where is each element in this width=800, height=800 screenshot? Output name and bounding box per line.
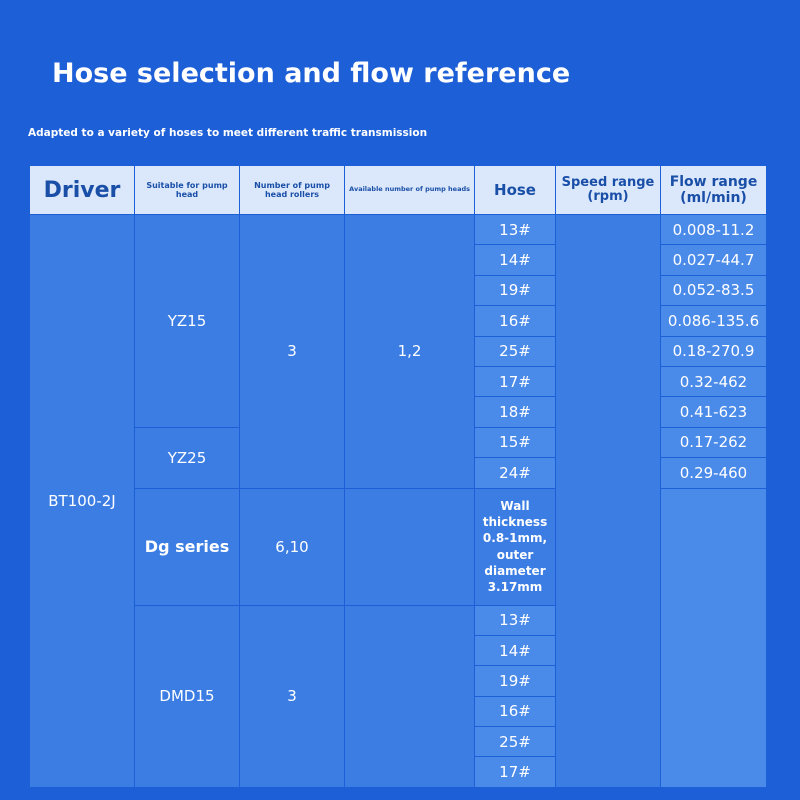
hose-cell: 18# [475, 397, 555, 426]
hose-cell: 19# [475, 276, 555, 305]
hose-cell: 17# [475, 757, 555, 786]
group-yz25: YZ25 [135, 428, 239, 488]
flow-cell: 0.29-460 [661, 458, 766, 487]
header-speed-range: Speed range (rpm) [556, 166, 660, 214]
hose-cell: 24# [475, 458, 555, 487]
group-dg-series: Dg series [135, 489, 239, 605]
driver-cell: BT100-2J [30, 215, 134, 787]
hose-cell: 16# [475, 306, 555, 335]
hose-cell: 13# [475, 215, 555, 244]
page-subtitle: Adapted to a variety of hoses to meet different traffic transmission [28, 127, 428, 139]
hose-cell: 14# [475, 245, 555, 274]
header-flow-range: Flow range (ml/min) [661, 166, 766, 214]
header-pump-head: Suitable for pump head [135, 166, 239, 214]
hose-cell: 13# [475, 606, 555, 635]
hose-cell: 15# [475, 428, 555, 457]
hose-cell: 19# [475, 666, 555, 695]
header-driver: Driver [30, 166, 134, 214]
speed-range-cell [556, 215, 660, 787]
available-heads-dmd [345, 606, 474, 787]
rollers-dg: 6,10 [240, 489, 344, 605]
flow-cell: 0.32-462 [661, 367, 766, 396]
flow-cell: 0.18-270.9 [661, 337, 766, 366]
hose-cell: 25# [475, 337, 555, 366]
flow-cell: 0.027-44.7 [661, 245, 766, 274]
group-dmd15: DMD15 [135, 606, 239, 787]
dg-hose-spec: Wall thickness 0.8-1mm, outer diameter 3.17mm [475, 489, 555, 605]
header-hose: Hose [475, 166, 555, 214]
available-heads-yz: 1,2 [345, 215, 474, 488]
flow-cell: 0.41-623 [661, 397, 766, 426]
header-available-heads: Available number of pump heads [345, 166, 474, 214]
hose-cell: 16# [475, 697, 555, 726]
header-rollers: Number of pump head rollers [240, 166, 344, 214]
rollers-dmd: 3 [240, 606, 344, 787]
flow-cell: 0.008-11.2 [661, 215, 766, 244]
hose-cell: 25# [475, 727, 555, 756]
hose-cell: 17# [475, 367, 555, 396]
flow-range-empty [661, 489, 766, 787]
hose-selection-table [30, 166, 760, 782]
page-title: Hose selection and flow reference [52, 58, 571, 89]
available-heads-dg [345, 489, 474, 605]
rollers-yz: 3 [240, 215, 344, 488]
group-yz15: YZ15 [135, 215, 239, 427]
flow-cell: 0.052-83.5 [661, 276, 766, 305]
hose-cell: 14# [475, 636, 555, 665]
flow-cell: 0.086-135.6 [661, 306, 766, 335]
flow-cell: 0.17-262 [661, 428, 766, 457]
